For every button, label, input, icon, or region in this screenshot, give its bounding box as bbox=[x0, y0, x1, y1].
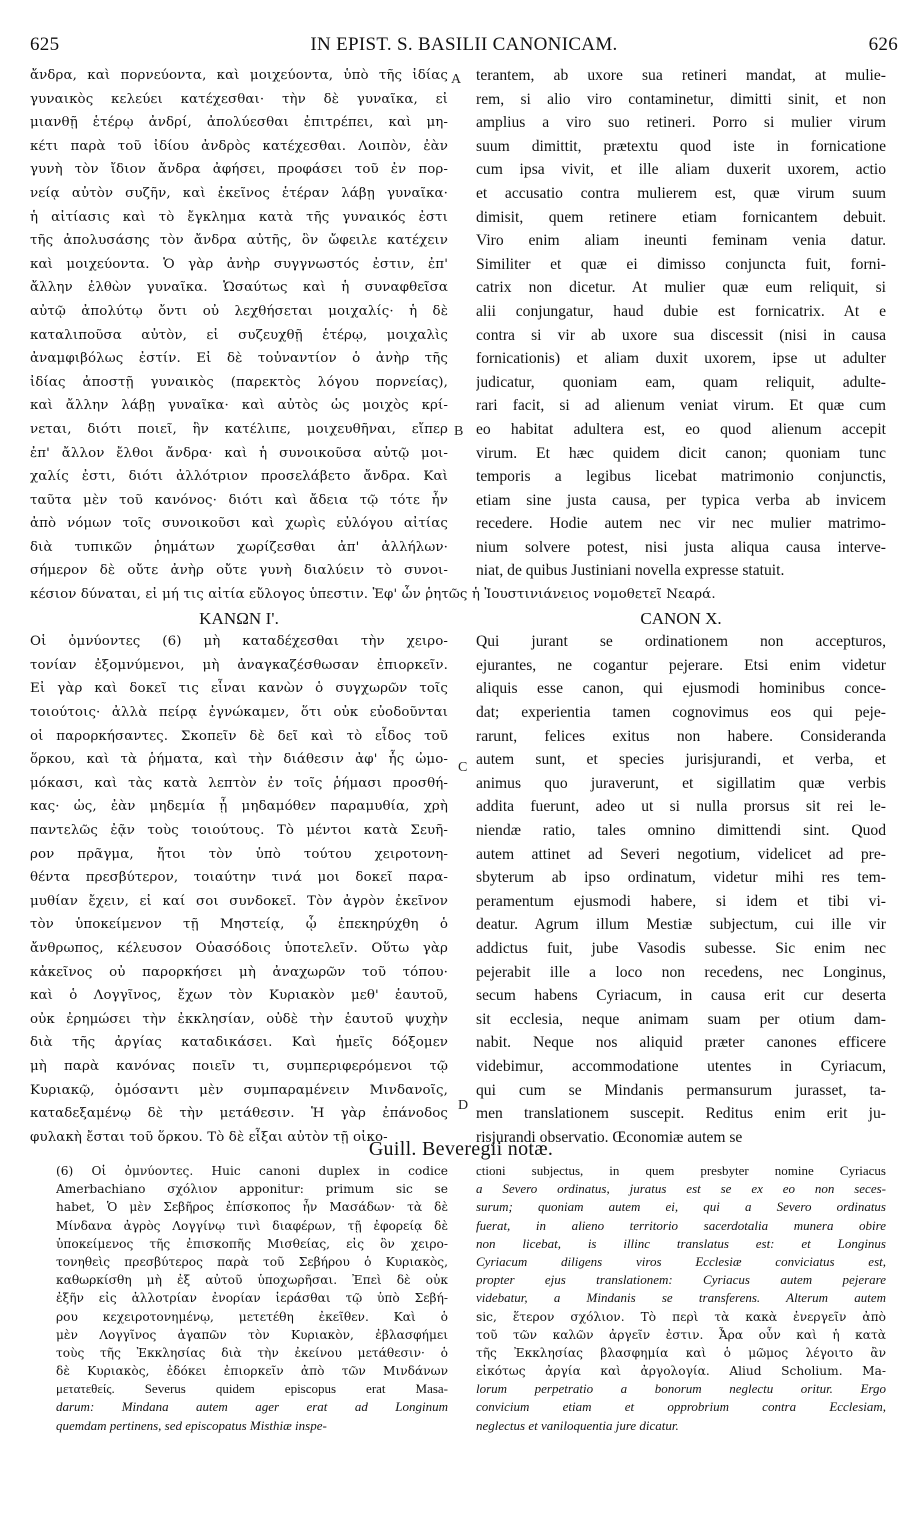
latin-text-line: secum habens Cyriacum, in causa erit cur deserta bbox=[476, 987, 886, 1005]
latin-text-line: et accusatio contra mulierem est, quæ virum suum bbox=[476, 184, 886, 202]
greek-text-line: νεται, διότι ποιεῖ, ἣν κατέλιπε, μοιχευθῆναι, εἴπερ bbox=[30, 421, 448, 437]
note-line: Amerbachiano σχόλιον apponitur: primum sic se bbox=[56, 1182, 448, 1197]
latin-text-line: risjurandi observatio. Œconomiæ autem se bbox=[476, 1128, 743, 1146]
greek-text-line: μόκασι, καὶ τὰς κατὰ λεπτὸν ἐν τοῖς ῥήμασι προσθή- bbox=[30, 775, 448, 791]
greek-text-line: κέτι παρὰ τοῦ ἰδίου ἀνδρὸς κατέχεσθαι. Λοιπὸν, ἐὰν bbox=[30, 138, 448, 154]
note-line: ctioni subjectus, in quem presbyter nomine Cyriacus bbox=[476, 1163, 886, 1178]
latin-text-line: alii conjungatur, haud dubie est fornicatrix. At e bbox=[476, 302, 886, 320]
latin-text-line: deatur. Agrum illum Mestiæ subjectum, cui ille vir bbox=[476, 916, 886, 934]
greek-text-line: καὶ μοιχεύοντα. Ὁ γὰρ ἀνὴρ συγγνωστός ἐστιν, ἐπ' bbox=[30, 256, 448, 272]
latin-text-line: Viro enim aliam ineunti feminam venia datur. bbox=[476, 232, 886, 250]
note-line: sic, ἕτερον σχόλιον. Τὸ περὶ τὰ κακὰ ἐνεργεῖν ἀπὸ bbox=[476, 1309, 886, 1324]
greek-text-line: μιανθῇ ἑτέρῳ ἀνδρί, ἀπολύεσθαι ἐπιτρέπει, καὶ μη- bbox=[30, 115, 448, 131]
greek-text-line: διὰ τυπικῶν ῥημάτων χωρίζεσθαι ἀπ' ἀλλήλων· bbox=[30, 539, 448, 555]
latin-text-line: videbimur, accommodatione utentes in Cyriacum, bbox=[476, 1057, 886, 1075]
greek-text-line: φυλακὴ ἔσται τοῦ ὅρκου. Τὸ δὲ εἶξαι αὐτὸν τῇ οἰκο- bbox=[30, 1129, 388, 1145]
running-title: IN EPIST. S. BASILII CANONICAM. bbox=[310, 34, 618, 55]
note-line: fuerat, in alieno territorio sacerdotalia munera obire bbox=[476, 1217, 886, 1233]
greek-text-line: μὴ παρὰ κανόνας ποιεῖν τι, συμπεριφερόμενοι τῷ bbox=[30, 1058, 448, 1074]
latin-text-line: judicatur, quoniam eam, quam reliquit, adulte- bbox=[476, 373, 886, 391]
greek-text-line: θέντα πρεσβύτερον, τοιαύτην τινά μοι δοκεῖ παρα- bbox=[30, 870, 448, 886]
latin-text-line: nium solvere potest, nisi justa aliqua causa interve- bbox=[476, 538, 886, 556]
margin-letter-a: A bbox=[451, 72, 462, 87]
greek-text-line: γυνὴ τὸν ἴδιον ἄνδρα ἀφήσει, προφάσει τοῦ ἐν πορ- bbox=[30, 162, 448, 178]
note-line: Μίνδανα ἀγρὸς Λογγίνῳ τινὶ διαφέρων, τῇ ἐφορείᾳ δὲ bbox=[56, 1218, 448, 1233]
greek-text-line: Κυριακῷ, ὀμόσαντι μὲν συμπαραμένειν Μινδανοῖς, bbox=[30, 1082, 448, 1098]
note-line: convicium etiam et opprobrium contra Ecclesiam, bbox=[476, 1399, 886, 1415]
note-line: lorum perpetratio a bonorum neglectu oritur. Ergo bbox=[476, 1381, 886, 1397]
note-line: neglectus et vaniloquentia jure dicatur. bbox=[476, 1417, 679, 1433]
latin-text-line: amplius a viro suo retineri. Porro si mulier virum bbox=[476, 114, 886, 132]
latin-text-line: ejurantes, ne cogantur pejerare. Etsi enim videtur bbox=[476, 656, 886, 674]
note-line: quemdam pertinens, sed episcopatus Misthiæ inspe- bbox=[56, 1417, 327, 1433]
greek-text-line: οἱ παρορκήσαντες. Σκοπεῖν δὲ δεῖ καὶ τὸ εἶδος τοῦ bbox=[30, 728, 448, 744]
greek-text-line: ἄνθρωπος, κέλευσον Οὐασόδοις ὑποτελεῖν. Οὕτω γὰρ bbox=[30, 940, 448, 956]
greek-text-line: παντελῶς ἐᾷν τοὺς τοιούτους. Τὸ μέντοι κατὰ Σευῆ- bbox=[30, 823, 448, 838]
greek-text-line: ρον πρᾶγμα, ἤτοι τὸν ὑπὸ τούτου χειροτονη- bbox=[30, 846, 448, 862]
latin-text-line: sit ecclesia, neque animam suam per otium dam- bbox=[476, 1010, 886, 1028]
greek-text-line: καὶ ἄλλην λάβῃ γυναῖκα· καὶ αὐτὸς ὡς μοιχὸς κρί- bbox=[30, 398, 448, 414]
latin-text-line: rarunt, felices exitus non habere. Consideranda bbox=[476, 727, 886, 745]
note-line: (6) Οἱ ὀμνύοντες. Huic canoni duplex in codice bbox=[56, 1164, 448, 1178]
note-line: καθωρκίσθη μὴ ἐξ αὐτοῦ ὑποχωρῆσαι. Ἐπεὶ δὲ οὐκ bbox=[56, 1273, 448, 1288]
latin-text-line: cum ipsa vivit, et ille aliam duxerit uxorem, actio bbox=[476, 161, 886, 179]
greek-text-line: τῆς ἀπολυσάσης τὸν ἄνδρα αὐτῆς, ὃν ὤφειλε κατέχειν bbox=[30, 233, 448, 249]
latin-text-line: autem sunt, et species jurisjurandi, et verba, et bbox=[476, 751, 886, 769]
margin-letter-d: D bbox=[458, 1098, 469, 1113]
greek-text-line: σήμερον δὲ οὔτε ἀνὴρ οὔτε γυνὴ διαλύειν τὸ συνοι- bbox=[30, 563, 448, 579]
note-line: Cyriacum diligens viros Ecclesiæ conviciatus est, bbox=[476, 1253, 886, 1269]
note-line: τονηθεὶς πρεσβύτερος παρὰ τοῦ Σεβήρου ὁ Κυριακὸς, bbox=[56, 1254, 448, 1269]
note-line: propter ejus translationem: Cyriacus autem pejerare bbox=[476, 1272, 886, 1288]
notes-left-column bbox=[56, 1162, 448, 1435]
greek-text-line: ταῦτα μὲν τοῦ κανόνος· διότι καὶ ἄδεια τῷ τότε ἦν bbox=[30, 492, 448, 508]
greek-text-line: ἀπὸ νόμων τοῖς συνοικοῦσι καὶ χωρὶς εὐλόγου αἰτίας bbox=[30, 516, 448, 532]
greek-text-line: κας· ὡς, ἐὰν μηδεμία ᾖ μηδαμόθεν παραμυθία, χρὴ bbox=[30, 799, 448, 815]
latin-text-line: eo habitat adultera est, eo quod alienum accepit bbox=[476, 420, 886, 438]
greek-text-line: οὐκ ἐρημώσει τὴν ἐκκλησίαν, οὐδὲ τὴν ἑαυτοῦ ψυχὴν bbox=[30, 1011, 448, 1027]
latin-text-line: fornicationis) et aliam duxit uxorem, ipse ut adulter bbox=[476, 350, 886, 368]
greek-text-line: ἰδίας ἀποστῇ γυναικὸς (παρεκτὸς λόγου πορνείας), bbox=[30, 374, 448, 390]
greek-text-line: τονίαν ἐξομνύμενοι, μὴ ἀναγκαζέσθωσαν ἐπιορκεῖν. bbox=[30, 657, 448, 673]
greek-text-line: ἄνδρα, καὶ πορνεύοντα, καὶ μοιχεύοντα, ὑπὸ τῆς ἰδίας bbox=[30, 68, 448, 83]
latin-text-line: contra si vir ab uxore sua discessit (nisi in causa bbox=[476, 326, 886, 344]
greek-text-line: ἄλλην ἐλθὼν γυναῖκα. Ὡσαύτως καὶ ἡ συναφθεῖσα bbox=[30, 280, 448, 296]
note-line: videbatur, a Mindanis se transferens. Alterum autem bbox=[476, 1290, 886, 1306]
greek-text-line: ἀναμφιβόλως ἐστίν. Εἰ δὲ τοὐναντίον ὁ ἀνὴρ τῆς bbox=[30, 351, 448, 367]
note-line: τοῦ τῶν καλῶν ἀργεῖν ἐστιν. Ἆρα οὖν καὶ ἡ κατὰ bbox=[476, 1327, 886, 1342]
greek-text-line: διὰ τῆς ἀργίας καταδικάσει. Καὶ ἡμεῖς δόξομεν bbox=[30, 1035, 448, 1051]
page-number-left: 625 bbox=[30, 34, 60, 55]
line-spacer bbox=[476, 583, 886, 607]
greek-text-line: Οἱ ὀμνύοντες (6) μὴ καταδέχεσθαι τὴν χειρο- bbox=[30, 634, 448, 650]
note-line: ρου κεχειροτονημένῳ, μετετέθη ἐκεῖθεν. Καὶ ὁ bbox=[56, 1309, 448, 1324]
note-line: surum; quoniam autem ei, qui a Severo ordinatus bbox=[476, 1199, 886, 1215]
latin-text-line: temporis a legibus licebat matrimonio conjunctis, bbox=[476, 468, 886, 486]
latin-text-line: Similiter et quæ ei dimisso conjuncta fuit, forni- bbox=[476, 255, 886, 273]
latin-text-line: men translationem suscepit. Reditus enim erit ju- bbox=[476, 1105, 886, 1123]
note-line: τοὺς τῆς Ἐκκλησίας διὰ τὴν ἐκείνου μετάθεσιν· ὁ bbox=[56, 1345, 448, 1360]
greek-text-line: τοιούτοις· ἀλλὰ πείρᾳ ἐγνώκαμεν, ὅτι οὐκ εὐοδοῦνται bbox=[30, 705, 448, 721]
latin-text-line: autem attinet ad Severi negotium, videlicet ad pre- bbox=[476, 845, 886, 863]
latin-text-line: addictus fuit, jube Vasodis subesse. Sic enim nec bbox=[476, 939, 886, 957]
running-header bbox=[30, 34, 898, 60]
greek-text-line: κἀκεῖνος οὐ παρορκήσει μὴ ἀναχωρῶν τοῦ τόπου· bbox=[30, 964, 448, 980]
canon-title-latin: CANON X. bbox=[640, 608, 722, 628]
latin-text-line: virum. Et hæc quidem dicit canon; quoniam tunc bbox=[476, 444, 886, 462]
latin-text-line: recedere. Hodie autem nec vir nec mulier matrimo- bbox=[476, 515, 886, 533]
note-line: ἐξῆν εἰς ἀλλοτρίαν ἐνορίαν ἱεράσθαι τῷ ὑπὸ Σεβή- bbox=[56, 1291, 448, 1306]
latin-column bbox=[476, 64, 886, 1149]
note-line: ὑποκείμενος τῆς ἐπισκοπῆς Μισθείας, εἰς ὃν χειρο- bbox=[56, 1236, 448, 1251]
latin-text-line: qui cum se Mindanis permansurum jurasset, ta- bbox=[476, 1081, 886, 1099]
latin-text-line: animus quo juraverunt, et sigillatim quæ verbis bbox=[476, 774, 886, 792]
latin-text-line: suum dimittit, prætextu quod iste in fornicatione bbox=[476, 137, 886, 155]
note-line: darum: Mindana autem ager erat ad Longinum bbox=[56, 1399, 448, 1415]
greek-text-line: χαλίς ἐστι, διότι ἀλλότριον προσελάβετο ἄνδρα. Καὶ bbox=[30, 469, 448, 485]
page-number-right: 626 bbox=[868, 34, 898, 55]
greek-text-line: καταλιποῦσα αὐτὸν, εἰ συζευχθῇ ἑτέρῳ, μοιχαλὶς bbox=[30, 327, 448, 343]
latin-text-line: addita fuerunt, adeo ut si nulla prorsus sit rei le- bbox=[476, 798, 886, 816]
latin-text-line: dat; experientia tamen cognovimus eos qui peje- bbox=[476, 704, 886, 722]
greek-text-line: τὸν ὑποκείμενον τῇ Μηστείᾳ, ᾧ ἐπεκηρύχθη ὁ bbox=[30, 917, 448, 933]
note-line: εἰκότως ἀργία καὶ ἀργολογία. Aliud Scholium. Ma- bbox=[476, 1364, 886, 1379]
greek-text-line: μυθίαν ἔχειν, εἰ καί σοι συνδοκεῖ. Τὸν ἀγρὸν ἐκεῖνον bbox=[30, 893, 448, 909]
latin-text-line: peramentum ejusmodi habere, si idem et tibi vi- bbox=[476, 892, 886, 910]
note-line: a Severo ordinatus, juratus est se ex eo non seces- bbox=[476, 1181, 886, 1197]
margin-letter-c: C bbox=[458, 760, 468, 775]
greek-text-line: γυναικὸς κελεύει κατέχεσθαι· τὴν δὲ γυναῖκα, εἰ bbox=[30, 91, 448, 107]
latin-text-line: sbyterum ab ipso ordinatum, videtur mihi res tem- bbox=[476, 869, 886, 887]
latin-text-line: etiam sine justa causa, per typica verba ab invicem bbox=[476, 491, 886, 509]
greek-text-line: Εἰ γὰρ καὶ δοκεῖ τις εἶναι κανὼν ὁ συγχωρῶν τοῖς bbox=[30, 681, 448, 697]
latin-text-line: catrix non dicetur. At mulier quæ eum reliquit, si bbox=[476, 279, 886, 297]
latin-text-line: nabit. Neque nos aliquid præter canones efficere bbox=[476, 1034, 886, 1052]
latin-text-line: rari facit, si ad alienum veniat virum. Et quæ cum bbox=[476, 397, 886, 415]
latin-text-line: niendæ ratio, tales omnino dimittendi sint. Quod bbox=[476, 822, 886, 839]
greek-text-line: ἡ αἰτίασις καὶ τὸ ἔγκλημα κατὰ τῆς γυναικός ἐστι bbox=[30, 209, 448, 225]
notes-heading: Guill. Beveregii notæ. bbox=[368, 1138, 554, 1160]
latin-text-line: aliquis esse canon, qui ejusmodi hominibus conce- bbox=[476, 680, 886, 698]
greek-text-line: ὅρκου, καὶ τὰ ῥήματα, καὶ τὴν διάθεσιν ἀφ' ἧς ὠμο- bbox=[30, 752, 448, 768]
latin-text-line: niat, de quibus Justiniani novella expresse statuit. bbox=[476, 562, 785, 580]
greek-text-line: καταδεξαμένῳ δὲ τὴν μετάθεσιν. Ἡ γὰρ ἐπάνοδος bbox=[30, 1106, 448, 1122]
latin-text-line: pejerabit ille a loco non recedens, nec Longinus, bbox=[476, 963, 886, 981]
note-line: μετατεθείς. Severus quidem episcopus erat Masa- bbox=[56, 1381, 448, 1397]
canon-title-greek: ΚΑΝΩΝ Ι'. bbox=[199, 608, 279, 628]
greek-text-line: νείᾳ αὐτὸν συζῆν, καὶ ἐκεῖνος ἑτέραν λάβῃ γυναῖκα· bbox=[30, 185, 448, 201]
latin-text-line: rem, si alio viro contaminetur, dimitti sinit, et non bbox=[476, 90, 886, 108]
latin-text-line: Qui jurant se ordinationem non accepturos, bbox=[476, 633, 886, 651]
latin-text-line: terantem, ab uxore sua retineri mandat, at mulie- bbox=[476, 67, 886, 84]
note-line: τῆς Ἐκκλησίας βλασφημία καὶ ὁ μῶμος λέγοιτο ἂν bbox=[476, 1345, 886, 1360]
greek-text-line: αὐτῷ ἀπολύτῳ ὄντι οὐ λεχθήσεται μοιχαλίς· ἡ δὲ bbox=[30, 303, 448, 319]
margin-letter-b: B bbox=[454, 424, 464, 439]
note-line: μὲν Λογγῖνος ἀγαπῶν τὸν Κυριακὸν, ἐβλασφήμει bbox=[56, 1327, 448, 1342]
greek-text-line: κέσιον δύναται, εἰ μή τις αἰτία εὔλογος ὑπεστιν. Ἐφ' ὧν ῥητῶς ἡ Ἰουστινιάνειος νομοθετεῖ Νεαρά. bbox=[30, 587, 716, 603]
notes-right-column bbox=[476, 1162, 886, 1435]
note-line: δὲ Κυριακὸς, ἐδόκει ἐπιορκεῖν ἀπὸ τῶν Μινδάνων bbox=[56, 1364, 448, 1379]
latin-text-line: dimisit, quem retinere etiam fornicantem debuit. bbox=[476, 208, 886, 226]
greek-text-line: καὶ ὁ Λογγῖνος, ἔχων τὸν Κυριακὸν μεθ' ἑαυτοῦ, bbox=[30, 988, 448, 1004]
note-line: habet, Ὁ μὲν Σεβῆρος ἐπίσκοπος ἦν Μασάδων· τὰ δὲ bbox=[56, 1200, 448, 1215]
note-line: non licebat, is illinc translatus est: et Longinus bbox=[476, 1235, 886, 1251]
greek-text-line: ἐπ' ἄλλον ἔλθοι ἄνδρα· καὶ ἡ συνοικοῦσα αὐτῷ μοι- bbox=[30, 445, 448, 461]
